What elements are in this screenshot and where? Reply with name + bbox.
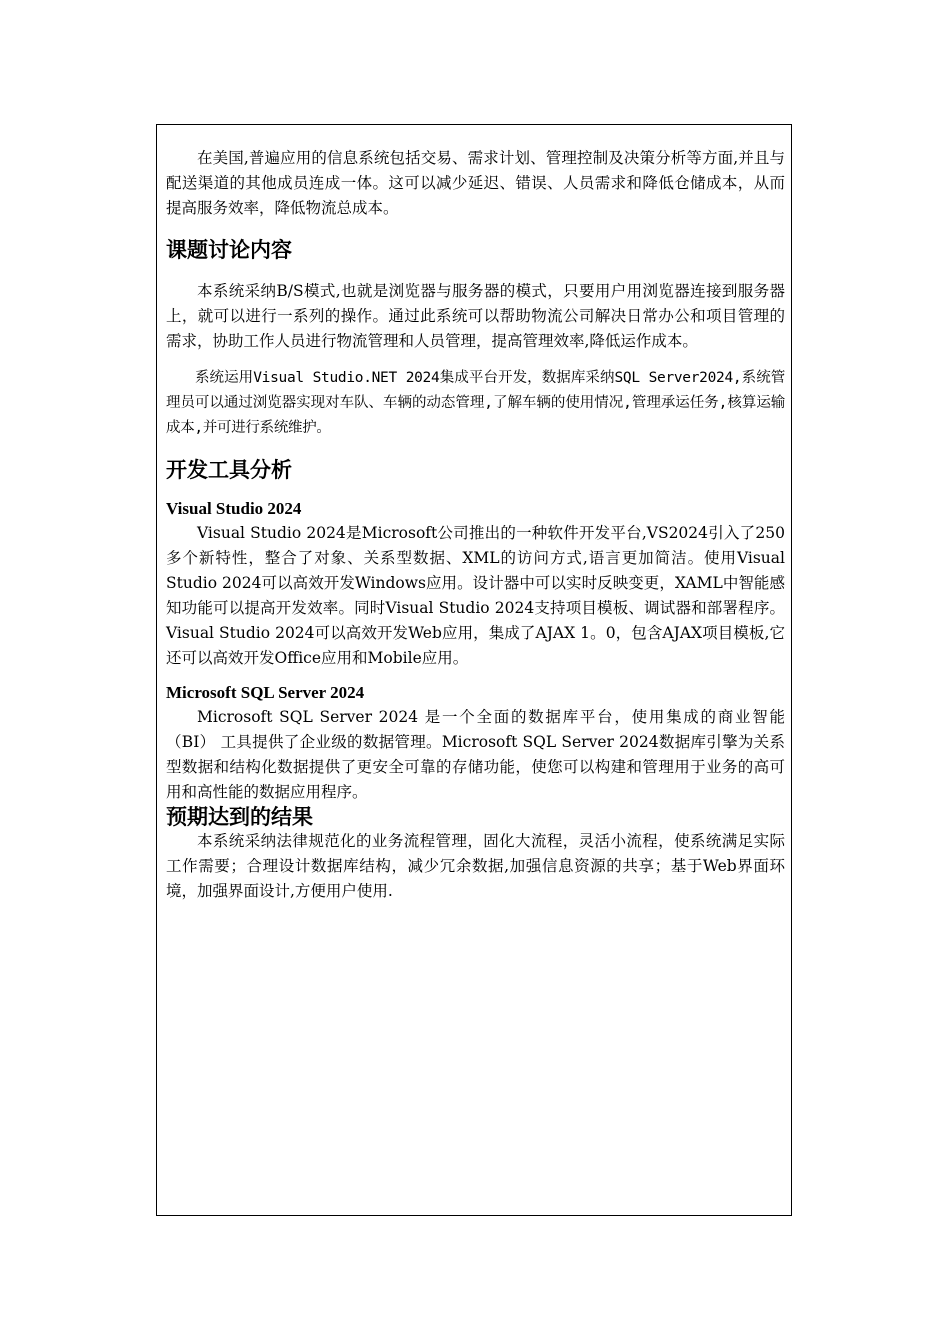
tools-heading: 开发工具分析 bbox=[166, 458, 292, 482]
sql-paragraph: Microsoft SQL Server 2024 是一个全面的数据库平台，使用集成的商业智能（BI） 工具提供了企业级的数据管理。Microsoft SQL Server 2024数据库引擎为关系型数据和结构化数据提供了更安全可靠的存储功能，使您可以构建和管理用于业务的高可用和高性能的数据应用程序。 bbox=[166, 708, 785, 801]
topic-heading: 课题讨论内容 bbox=[166, 238, 292, 262]
topic-paragraph-1: 本系统采纳B/S模式,也就是浏览器与服务器的模式，只要用户用浏览器连接到服务器上，就可以进行一系列的操作。通过此系统可以帮助物流公司解决日常办公和项目管理的需求，协助工作人员进行物流管理和人员管理，提高管理效率,降低运作成本。 bbox=[166, 282, 785, 350]
document-body bbox=[166, 146, 785, 904]
topic-paragraph-2: 系统运用Visual Studio.NET 2024集成平台开发，数据库采纳SQL Server2024,系统管理员可以通过浏览器实现对车队、车辆的动态管理,了解车辆的使用情况,管理承运任务,核算运输成本,并可进行系统维护。 bbox=[166, 370, 785, 436]
sql-subheading: Microsoft SQL Server 2024 bbox=[166, 683, 365, 702]
results-heading: 预期达到的结果 bbox=[166, 805, 313, 829]
intro-paragraph: 在美国,普遍应用的信息系统包括交易、需求计划、管理控制及决策分析等方面,并且与配送渠道的其他成员连成一体。这可以减少延迟、错误、人员需求和降低仓储成本，从而提高服务效率，降低物流总成本。 bbox=[166, 149, 785, 217]
vs-subheading: Visual Studio 2024 bbox=[166, 499, 302, 518]
results-paragraph: 本系统采纳法律规范化的业务流程管理，固化大流程，灵活小流程，使系统满足实际工作需要；合理设计数据库结构，减少冗余数据,加强信息资源的共享；基于Web界面环境，加强界面设计,方便用户使用. bbox=[166, 832, 785, 900]
vs-paragraph: Visual Studio 2024是Microsoft公司推出的一种软件开发平台,VS2024引入了250多个新特性，整合了对象、关系型数据、XML的访问方式,语言更加简洁。使用Visual Studio 2024可以高效开发Windows应用。设计器中可以实时反映变更，XAML中智能感知功能可以提高开发效率。同时Visual Studio 2024支持项目模板、调试器和部署程序。Visual Studio 2024可以高效开发Web应用，集成了AJAX 1。0，包含AJAX项目模板,它还可以高效开发Office应用和Mobile应用。 bbox=[166, 524, 785, 667]
